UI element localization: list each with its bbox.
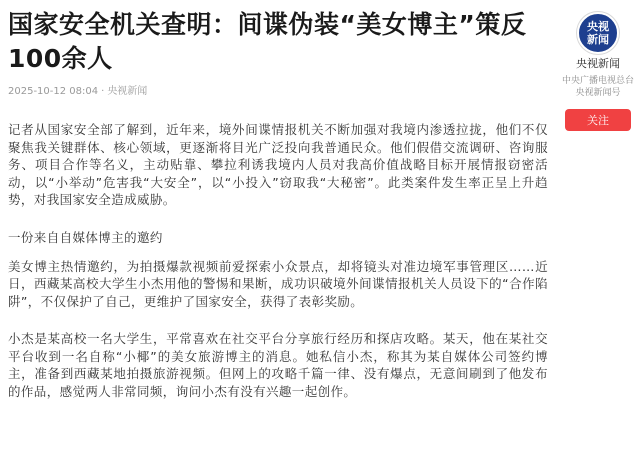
- publish-date: 2025-10-12 08:04: [8, 86, 99, 97]
- paragraph-3: 小杰是某高校一名大学生，平常喜欢在社交平台分享旅行经历和探店攻略。某天，他在某社交平台收到一名自称“小椰”的美女旅游博主的消息。她私信小杰，称其为某自媒体公司签约博主，准备到西藏某地拍摄旅游视频。但网上的攻略千篇一律、没有爆点，无意间刷到了他发布的作品，感觉两人非常同频，询问小杰有没有兴趣一起创作。: [8, 331, 548, 399]
- logo-text-bottom: 新闻: [587, 33, 609, 46]
- article-main: [8, 0, 548, 400]
- article-meta: [8, 85, 548, 99]
- paragraph-1: 记者从国家安全部了解到，近年来，境外间谍情报机关不断加强对我境内渗透拉拢，他们不仅聚焦我关键群体、核心领域，更逐渐将目光广泛投向我普通民众。他们假借交流调研、咨询服务、项目合作等名义，主动贴靠、攀拉利诱我境内人员对我高价值战略目标开展情报窃密活动，以“小举动”危害我“大安全”，以“小投入”窃取我“大秘密”。此类案件发生率正呈上升趋势，对我国家安全造成威胁。: [8, 122, 548, 207]
- account-description: 中央广播电视总台央视新闻号: [561, 76, 634, 98]
- meta-separator: ·: [101, 86, 105, 97]
- article-title: 国家安全机关查明：间谍伪装“美女博主”策反100余人: [8, 10, 527, 73]
- account-name[interactable]: 央视新闻: [576, 57, 620, 70]
- logo-text-top: 央视: [587, 20, 609, 33]
- subheading: 一份来自自媒体博主的邀约: [8, 229, 163, 245]
- source-name[interactable]: 央视新闻: [107, 86, 148, 97]
- account-logo[interactable]: [577, 12, 619, 54]
- paragraph-2: 美女博主热情邀约，为拍摄爆款视频前爱探索小众景点，却将镜头对准边境军事管理区……近日，西藏某高校大学生小杰用他的警惕和果断，成功识破境外间谍情报机关人员设下的“合作陷阱”，不仅保护了自己，更维护了国家安全，获得了表彰奖励。: [8, 258, 548, 309]
- author-card: [556, 0, 640, 131]
- follow-button[interactable]: 关注: [565, 109, 631, 131]
